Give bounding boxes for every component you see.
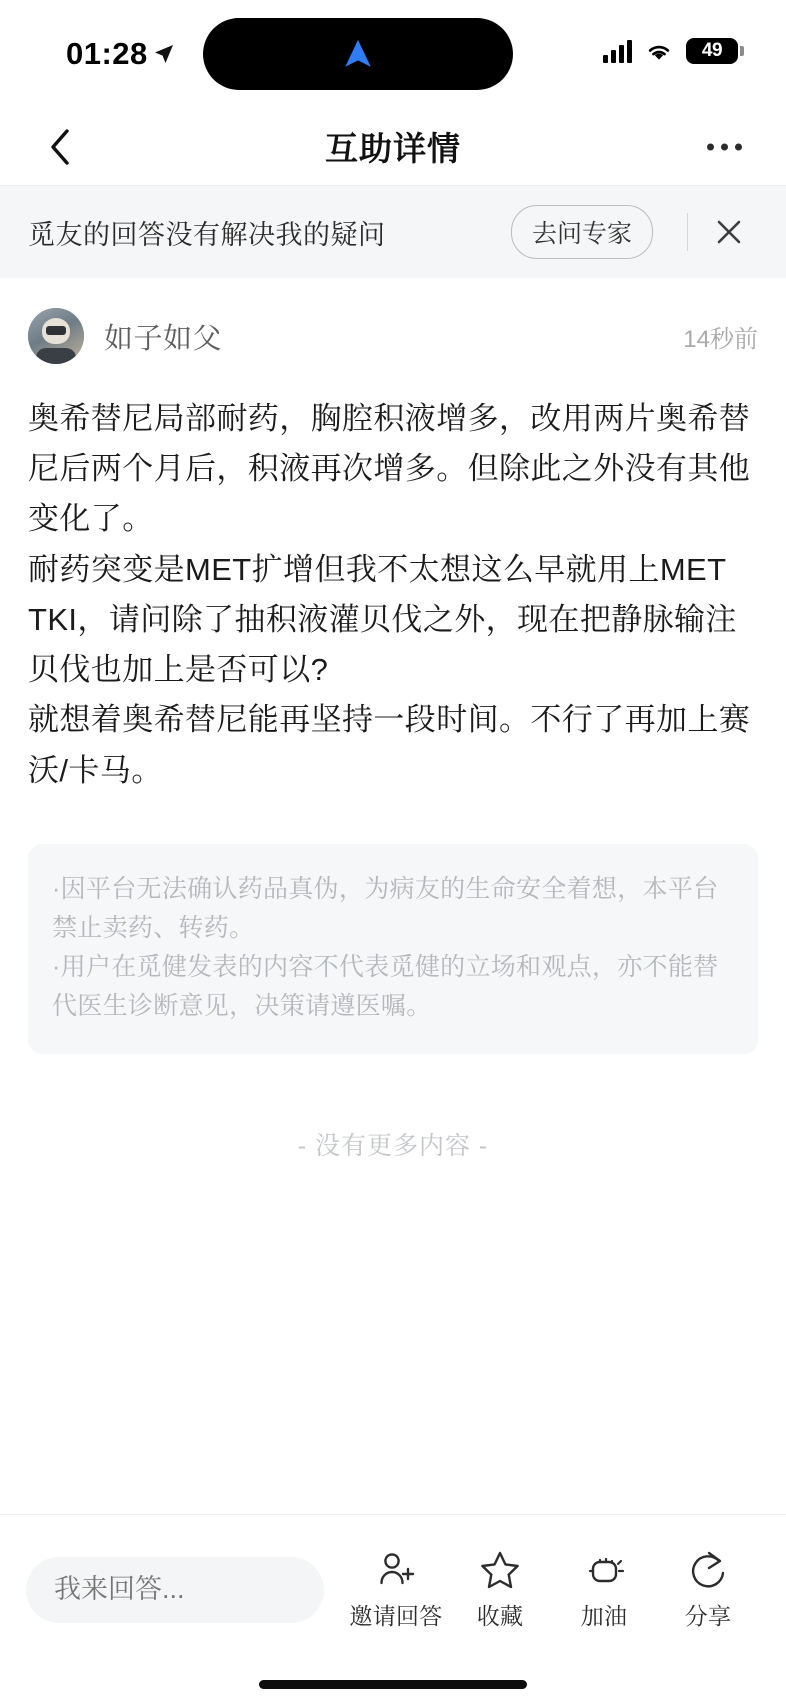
ask-expert-button[interactable]: 去问专家 <box>511 205 653 259</box>
nav-bar <box>0 108 786 186</box>
banner-text: 觅友的回答没有解决我的疑问 <box>28 219 386 250</box>
cheer-label: 加油 <box>580 1603 628 1629</box>
disclaimer-line: ·因平台无法确认药品真伪，为病友的生命安全着想，本平台禁止卖药、转药。 <box>52 874 719 942</box>
home-indicator[interactable] <box>259 1680 527 1689</box>
star-icon <box>479 1548 521 1592</box>
chevron-left-icon <box>49 128 71 166</box>
post-paragraph: 奥希替尼局部耐药，胸腔积液增多，改用两片奥希替尼后两个月后，积液再次增多。但除此之外没有其他变化了。 <box>28 401 751 537</box>
status-indicators <box>603 38 738 64</box>
end-of-content-marker: - 没有更多内容 - <box>297 1131 489 1160</box>
status-time: 01:28 <box>66 36 148 71</box>
answer-input[interactable] <box>26 1557 324 1623</box>
banner-divider <box>687 213 688 251</box>
post-body <box>28 374 758 796</box>
favorite-label: 收藏 <box>476 1603 524 1629</box>
navigation-active-icon <box>341 37 375 71</box>
invite-answer-button[interactable] <box>346 1548 446 1631</box>
home-indicator-area <box>0 1664 786 1704</box>
avatar[interactable] <box>28 308 84 364</box>
more-options-button[interactable] <box>707 143 742 150</box>
cheer-fist-icon <box>583 1548 625 1592</box>
share-label: 分享 <box>684 1603 732 1629</box>
close-banner-button[interactable] <box>710 213 748 251</box>
disclaimer-line: ·用户在觅健发表的内容不代表觅健的立场和观点，亦不能替代医生诊断意见，决策请遵医嘱。 <box>52 952 719 1020</box>
action-buttons <box>334 1548 760 1631</box>
post-paragraph: 就想着奥希替尼能再坚持一段时间。不行了再加上赛沃/卡马。 <box>28 702 751 788</box>
bottom-action-bar <box>0 1514 786 1664</box>
favorite-button[interactable] <box>450 1548 550 1631</box>
location-arrow-icon <box>152 42 176 66</box>
close-icon <box>714 217 744 247</box>
battery-indicator <box>686 38 738 64</box>
wifi-icon <box>644 39 674 63</box>
status-bar <box>0 0 786 108</box>
author-row <box>28 278 758 374</box>
share-icon <box>687 1548 729 1592</box>
invite-answer-label: 邀请回答 <box>349 1603 443 1629</box>
disclaimer-box <box>28 844 758 1054</box>
share-button[interactable] <box>658 1548 758 1631</box>
invite-answer-icon <box>375 1548 417 1592</box>
post-paragraph: 耐药突变是MET扩增但我不太想这么早就用上MET TKI，请问除了抽积液灌贝伐之外，现在把静脉输注贝伐也加上是否可以? <box>28 551 737 688</box>
cellular-signal-icon <box>603 39 632 63</box>
post-content <box>0 278 786 1514</box>
author-name[interactable]: 如子如父 <box>104 322 223 355</box>
ask-expert-banner <box>0 186 786 278</box>
cheer-button[interactable] <box>554 1548 654 1631</box>
page-title: 互助详情 <box>325 130 461 167</box>
battery-level: 49 <box>701 40 723 61</box>
post-timestamp: 14秒前 <box>683 325 758 353</box>
dynamic-island <box>203 18 513 90</box>
back-button[interactable] <box>40 127 80 167</box>
